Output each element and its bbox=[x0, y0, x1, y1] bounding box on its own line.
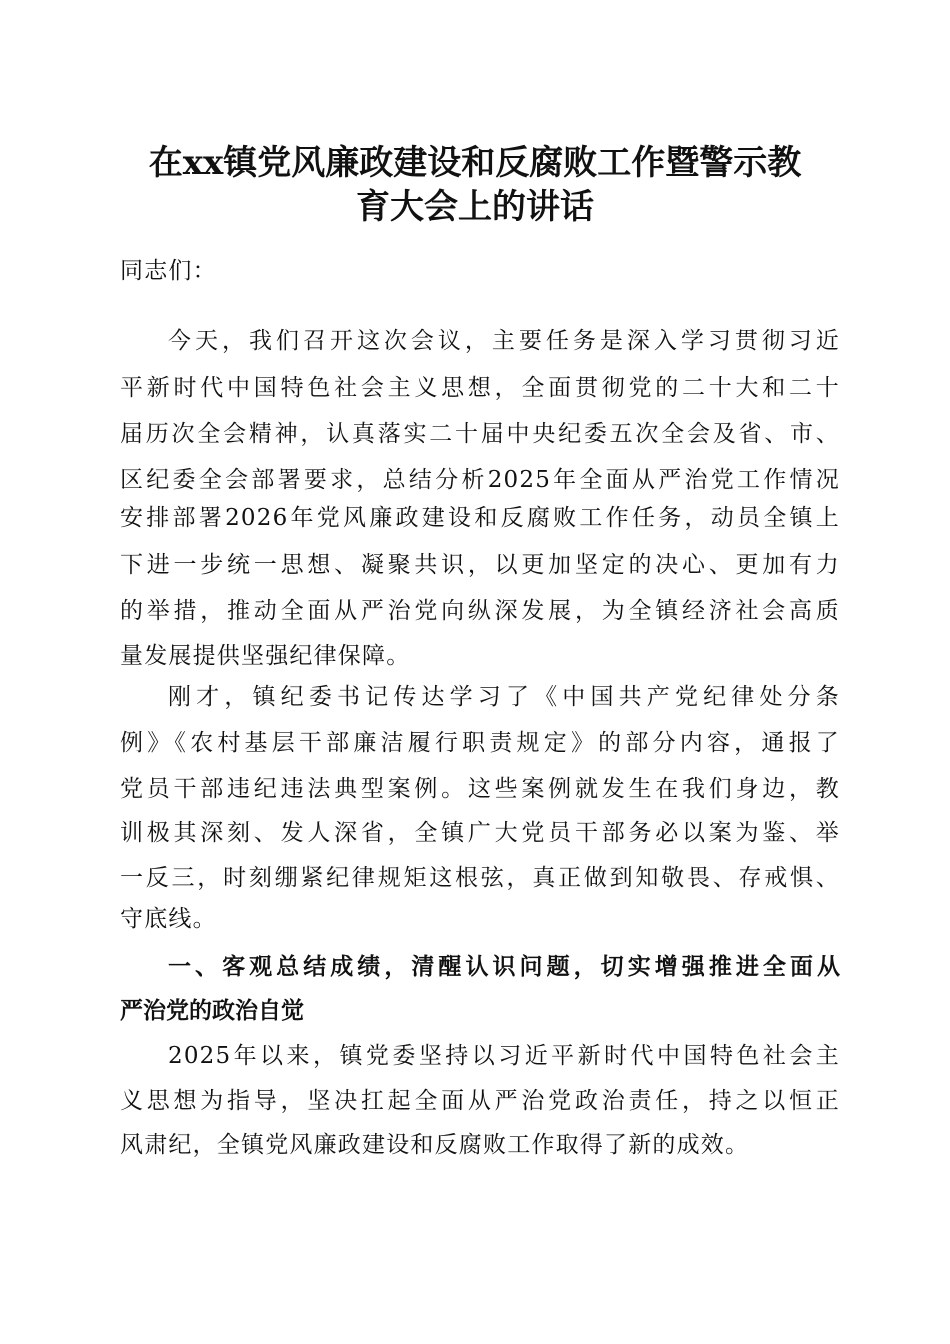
paragraph-1-line: 量发展提供坚强纪律保障。 bbox=[120, 643, 411, 669]
document-title-line-2: 育大会上的讲话 bbox=[356, 187, 594, 227]
section-paragraph-line: 2025年以来，镇党委坚持以习近平新时代中国特色社会主 bbox=[168, 1043, 840, 1069]
paragraph-2-line: 党员干部违纪违法典型案例。这些案例就发生在我们身边，教 bbox=[120, 776, 840, 802]
paragraph-2-line: 一反三，时刻绷紧纪律规矩这根弦，真正做到知敬畏、存戒惧、 bbox=[120, 865, 840, 891]
section-paragraph-line: 义思想为指导，坚决扛起全面从严治党政治责任，持之以恒正 bbox=[120, 1088, 840, 1114]
document-title-line-1: 在xx镇党风廉政建设和反腐败工作暨警示教 bbox=[148, 143, 802, 183]
paragraph-2-line: 训极其深刻、发人深省，全镇广大党员干部务必以案为鉴、举 bbox=[120, 820, 840, 846]
paragraph-2-line: 例》《农村基层干部廉洁履行职责规定》的部分内容，通报了 bbox=[120, 730, 840, 756]
salutation: 同志们： bbox=[120, 258, 217, 284]
paragraph-2-line: 刚才，镇纪委书记传达学习了《中国共产党纪律处分条 bbox=[168, 684, 840, 710]
paragraph-1-line: 区纪委全会部署要求，总结分析2025年全面从严治党工作情况 bbox=[120, 467, 840, 493]
paragraph-1-line: 安排部署2026年党风廉政建设和反腐败工作任务，动员全镇上 bbox=[120, 505, 840, 531]
section-heading-line: 一、客观总结成绩，清醒认识问题，切实增强推进全面从 bbox=[168, 954, 840, 980]
paragraph-1-line: 的举措，推动全面从严治党向纵深发展，为全镇经济社会高质 bbox=[120, 598, 840, 624]
paragraph-2-line: 守底线。 bbox=[120, 906, 217, 932]
section-heading-line: 严治党的政治自觉 bbox=[120, 998, 304, 1024]
paragraph-1-line: 平新时代中国特色社会主义思想，全面贯彻党的二十大和二十 bbox=[120, 375, 840, 401]
paragraph-1-line: 今天，我们召开这次会议，主要任务是深入学习贯彻习近 bbox=[168, 328, 840, 354]
paragraph-1-line: 届历次全会精神，认真落实二十届中央纪委五次全会及省、市、 bbox=[120, 421, 840, 447]
section-paragraph-line: 风肃纪，全镇党风廉政建设和反腐败工作取得了新的成效。 bbox=[120, 1132, 750, 1158]
paragraph-1-line: 下进一步统一思想、凝聚共识，以更加坚定的决心、更加有力 bbox=[120, 552, 840, 578]
